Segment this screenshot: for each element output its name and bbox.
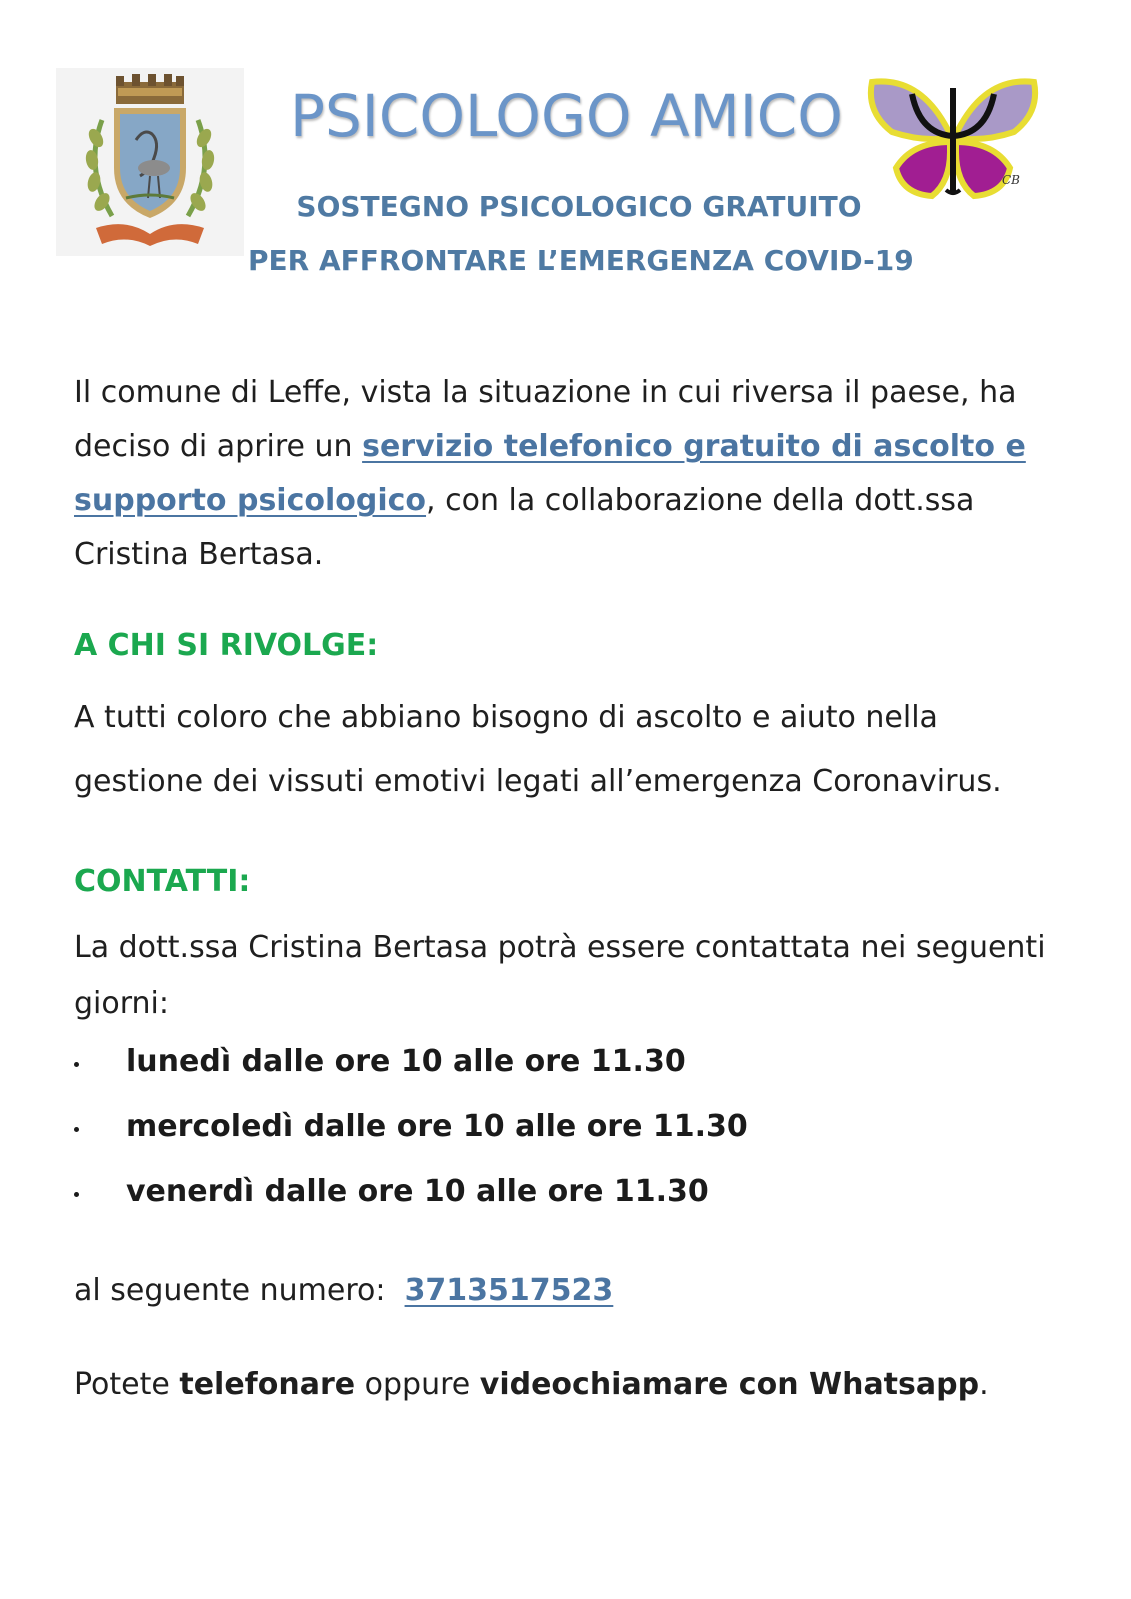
schedule-wednesday: mercoledì dalle ore 10 alle ore 11.30 — [126, 1109, 748, 1144]
schedule-friday: venerdì dalle ore 10 alle ore 11.30 — [126, 1174, 709, 1209]
subtitle-line-1: SOSTEGNO PSICOLOGICO GRATUITO — [296, 190, 862, 223]
closing-text-3: . — [979, 1367, 989, 1402]
closing-bold-phone: telefonare — [179, 1367, 356, 1402]
closing-text-1: Potete — [74, 1367, 180, 1402]
closing-bold-video: videochiamare con Whatsapp — [479, 1367, 980, 1402]
intro-paragraph — [74, 366, 1064, 582]
phone-number-link[interactable]: 3713517523 — [404, 1273, 614, 1308]
logo-signature: CB — [1002, 173, 1020, 187]
schedule-monday: lunedì dalle ore 10 alle ore 11.30 — [126, 1044, 686, 1079]
bullet-icon — [74, 1062, 79, 1067]
service-link[interactable]: servizio telefonico gratuito di ascolto e supporto psicologico — [74, 429, 1026, 518]
target-text: A tutti coloro che abbiano bisogno di ascolto e aiuto nella gestione dei vissuti emotivi legati all’emergenza Coronavirus. — [74, 700, 1002, 799]
contacts-text: La dott.ssa Cristina Bertasa potrà essere contattata nei seguenti giorni: — [74, 930, 1046, 1021]
phone-line — [74, 1264, 1064, 1318]
bullet-icon — [74, 1192, 79, 1197]
psi-butterfly-logo-icon — [862, 72, 1044, 204]
bullet-icon — [74, 1127, 79, 1132]
target-heading: A CHI SI RIVOLGE: — [74, 628, 379, 663]
intro-text-end: , con la collaborazione della dott.ssa Cristina Bertasa. — [74, 483, 975, 572]
subtitle-line-2: PER AFFRONTARE L’EMERGENZA COVID-19 — [248, 244, 914, 277]
phone-label: al seguente numero: — [74, 1273, 386, 1308]
closing-paragraph — [74, 1358, 1064, 1412]
page-title: PSICOLOGO AMICO — [290, 82, 843, 150]
intro-text-start: Il comune di Leffe, vista la situazione in cui riversa il paese, ha deciso di aprire un — [74, 375, 1017, 464]
closing-text-2: oppure — [355, 1367, 480, 1402]
contacts-heading: CONTATTI: — [74, 864, 251, 899]
municipal-coat-of-arms-icon — [56, 68, 244, 256]
